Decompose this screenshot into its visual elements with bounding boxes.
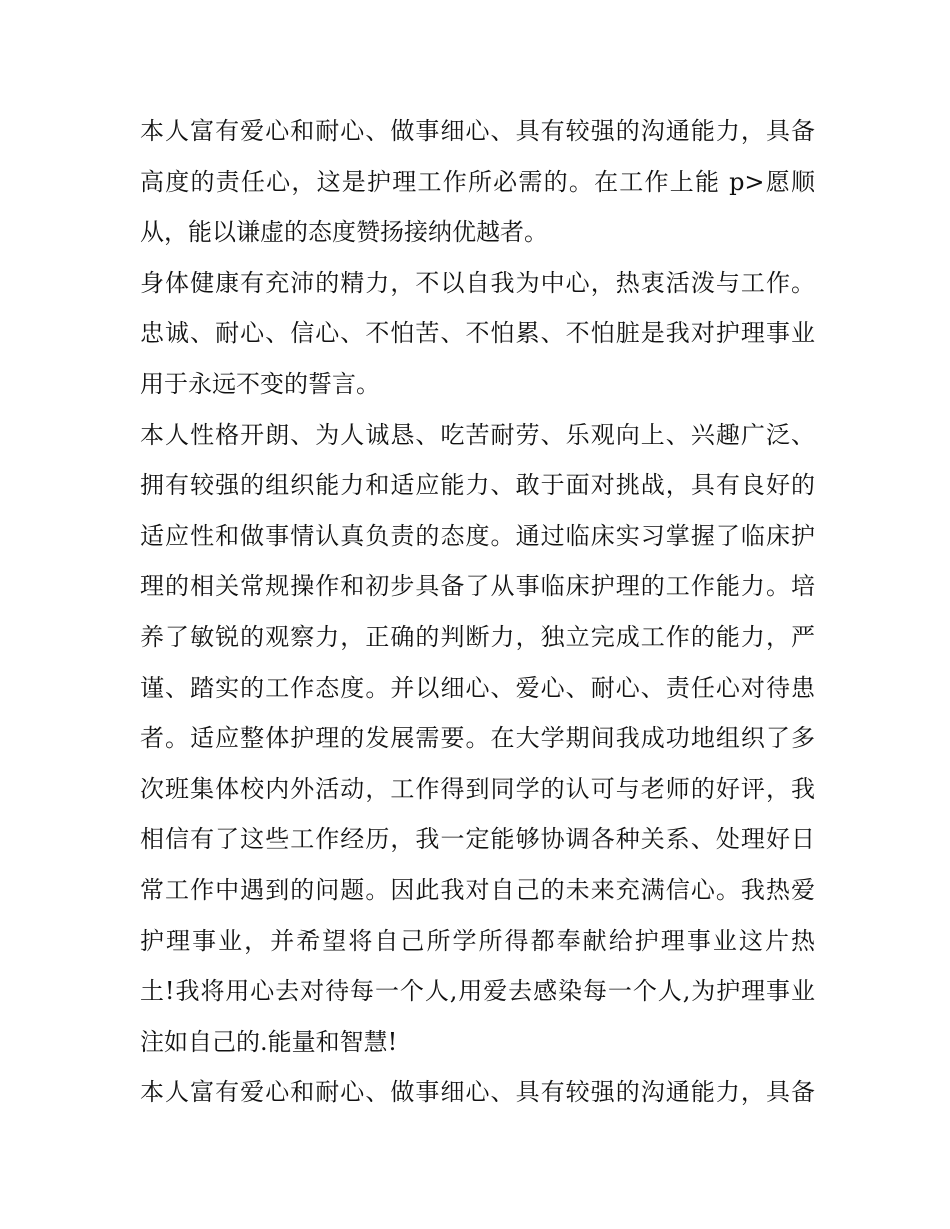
text-line: 高度的责任心，这是护理工作所必需的。在工作上能 p>愿顺: [140, 167, 815, 196]
text-line: 身体健康有充沛的精力，不以自我为中心，热衷活泼与工作。: [140, 268, 815, 297]
text-line: 适应性和做事情认真负责的态度。通过临床实习掌握了临床护: [140, 521, 815, 550]
text-line: 注如自己的.能量和智慧!: [140, 1027, 398, 1056]
text-line: 理的相关常规操作和初步具备了从事临床护理的工作能力。培: [140, 572, 815, 601]
paragraph-4: [140, 1067, 815, 1118]
text-line: 土!我将用心去对待每一个人,用爱去感染每一个人,为护理事业: [140, 977, 815, 1006]
paragraph-1: [140, 106, 815, 258]
text-line: 护理事业，并希望将自己所学所得都奉献给护理事业这片热: [140, 926, 815, 955]
text-line: 相信有了这些工作经历，我一定能够协调各种关系、处理好日: [140, 825, 815, 854]
text-line: 养了敏锐的观察力，正确的判断力，独立完成工作的能力，严: [140, 622, 815, 651]
text-line: 常工作中遇到的问题。因此我对自己的未来充满信心。我热爱: [140, 875, 815, 904]
paragraph-3: [140, 410, 815, 1068]
text-line: 忠诚、耐心、信心、不怕苦、不怕累、不怕脏是我对护理事业: [140, 319, 815, 348]
text-line: 本人富有爱心和耐心、做事细心、具有较强的沟通能力，具备: [140, 1078, 815, 1107]
text-line: 本人性格开朗、为人诚恳、吃苦耐劳、乐观向上、兴趣广泛、: [140, 420, 815, 449]
text-line: 用于永远不变的誓言。: [140, 369, 380, 398]
text-line: 者。适应整体护理的发展需要。在大学期间我成功地组织了多: [140, 724, 815, 753]
text-line: 本人富有爱心和耐心、做事细心、具有较强的沟通能力，具备: [140, 117, 815, 145]
text-line: 拥有较强的组织能力和适应能力、敢于面对挑战，具有良好的: [140, 471, 815, 500]
text-line: 从，能以谦虚的态度赞扬接纳优越者。: [140, 218, 548, 247]
paragraph-2: [140, 258, 815, 410]
document-body: [140, 106, 815, 1118]
text-line: 谨、踏实的工作态度。并以细心、爱心、耐心、责任心对待患: [140, 673, 815, 702]
text-line: 次班集体校内外活动，工作得到同学的认可与老师的好评，我: [140, 774, 815, 803]
